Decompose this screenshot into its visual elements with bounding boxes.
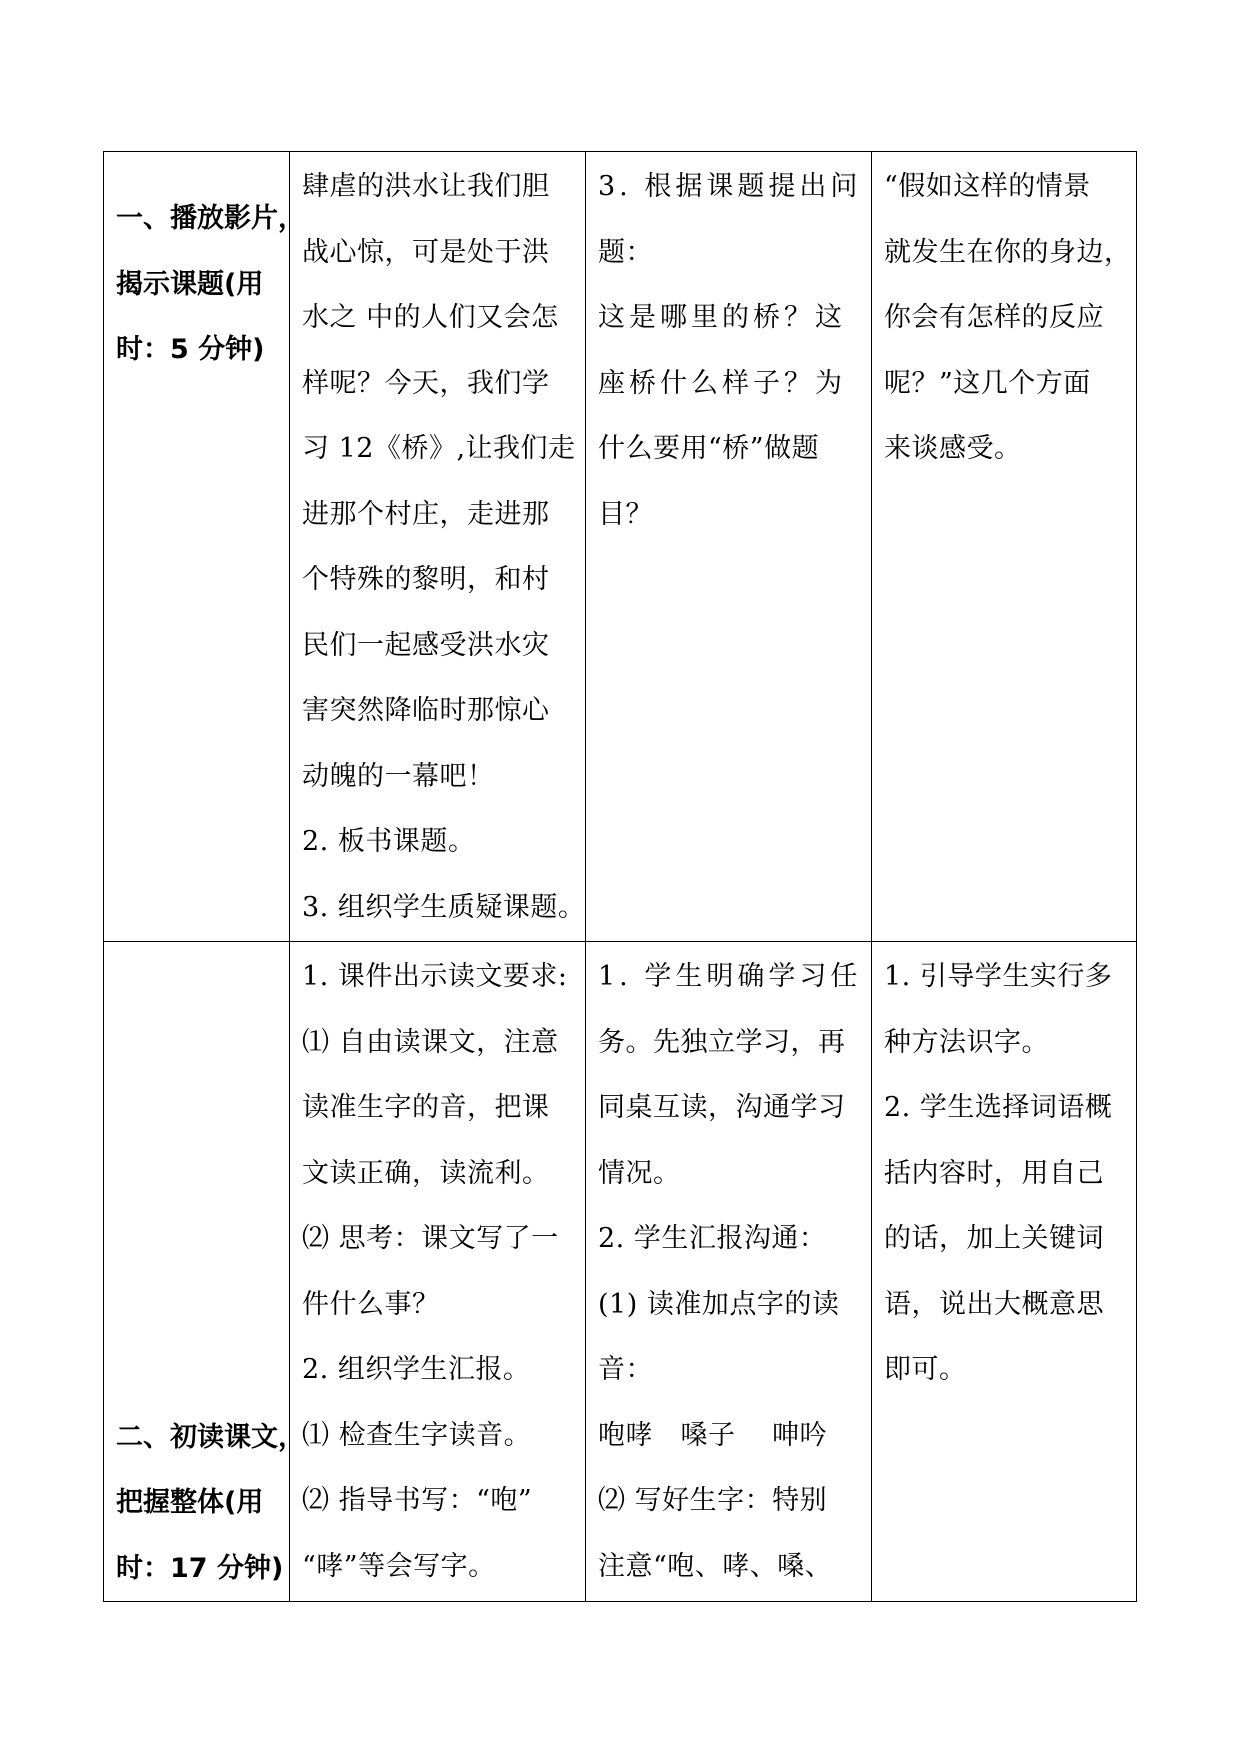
text-line: 1. 引导学生实行多 xyxy=(884,961,1113,992)
student-activity-cell xyxy=(586,152,872,942)
text-line: 注意“咆、哮、嗓、 xyxy=(598,1550,833,1582)
text-line: 咆哮 嗓子 呻吟 xyxy=(598,1419,828,1451)
text-line: 害突然降临时那惊心 xyxy=(302,695,550,726)
phase-title-line: 一、播放影片， xyxy=(116,203,305,234)
text-line: “哮”等会写字。 xyxy=(302,1550,496,1582)
text-line: 你会有怎样的反应 xyxy=(884,302,1104,333)
text-line: 文读正确，读流利。 xyxy=(302,1157,550,1189)
text-line: 2. 学生汇报沟通： xyxy=(598,1223,827,1254)
text-line: 同桌互读，沟通学习 xyxy=(598,1092,846,1123)
text-line: 题： xyxy=(598,236,653,268)
text-line: 就发生在你的身边， xyxy=(884,236,1132,268)
text-line: 座桥什么样子？为 xyxy=(598,367,846,399)
text-line: 2. 学生选择词语概 xyxy=(884,1092,1113,1123)
phase-title-line: 时：5 分钟) xyxy=(116,334,265,365)
text-line: 什么要用“桥”做题 xyxy=(598,433,820,464)
text-line: ⑵ 思考：课文写了一 xyxy=(302,1223,559,1254)
text-line: 来谈感受。 xyxy=(884,433,1022,464)
phase-title-line: 把握整体(用 xyxy=(116,1487,264,1518)
text-line: 个特殊的黎明，和村 xyxy=(302,564,550,595)
text-line: 读准生字的音，把课 xyxy=(302,1092,550,1123)
table-row xyxy=(104,152,1137,942)
text-line: 1. 学生明确学习任 xyxy=(598,961,862,992)
text-line: ⑵ 写好生字：特别 xyxy=(598,1485,828,1516)
text-line: 的话，加上关键词 xyxy=(884,1223,1104,1254)
text-line: 3. 组织学生质疑课题。 xyxy=(302,891,586,923)
text-line: 语，说出大概意思 xyxy=(884,1288,1104,1320)
text-line: 种方法识字。 xyxy=(884,1026,1049,1058)
lesson-plan-table xyxy=(103,151,1137,1602)
text-line: 1. 课件出示读文要求: xyxy=(302,961,568,992)
phase-cell xyxy=(104,152,305,942)
text-line: 务。先独立学习，再 xyxy=(598,1026,846,1058)
text-line: 2. 板书课题。 xyxy=(302,826,476,857)
text-line: (1) 读准加点字的读 xyxy=(598,1288,840,1320)
text-line: 样呢？今天，我们学 xyxy=(302,367,550,399)
text-line: 习 12《桥》,让我们走 xyxy=(302,433,576,464)
student-activity-cell xyxy=(586,942,872,1602)
phase-title-line: 揭示课题(用 xyxy=(116,268,264,300)
design-intent-cell xyxy=(872,152,1137,942)
text-line: ⑴ 自由读课文，注意 xyxy=(302,1026,559,1058)
teacher-activity-cell xyxy=(290,152,586,942)
text-line: 情况。 xyxy=(598,1157,681,1189)
text-line: ⑵ 指导书写：“咆” xyxy=(302,1485,533,1516)
text-line: 呢？”这几个方面 xyxy=(884,367,1091,399)
text-line: 动魄的一幕吧！ xyxy=(302,760,495,792)
phase-cell xyxy=(104,942,305,1602)
text-line: 2. 组织学生汇报。 xyxy=(302,1354,531,1385)
text-line: 件什么事？ xyxy=(302,1288,440,1320)
text-line: “假如这样的情景 xyxy=(884,171,1091,202)
text-line: 目？ xyxy=(598,498,653,530)
teacher-activity-cell xyxy=(290,942,586,1602)
text-line: 水之 中的人们又会怎 xyxy=(302,302,559,333)
table-row xyxy=(104,942,1137,1602)
text-line: 肆虐的洪水让我们胆 xyxy=(302,171,550,202)
text-line: 战心惊，可是处于洪 xyxy=(302,236,550,268)
phase-title-line: 时：17 分钟) xyxy=(116,1552,284,1584)
text-line: 进那个村庄，走进那 xyxy=(302,498,550,530)
phase-title-line: 二、初读课文， xyxy=(116,1421,305,1453)
design-intent-cell xyxy=(872,942,1137,1602)
text-line: 这是哪里的桥？这 xyxy=(598,302,846,333)
text-line: 3. 根据课题提出问 xyxy=(598,171,862,202)
text-line: 音： xyxy=(598,1354,653,1385)
text-line: 即可。 xyxy=(884,1354,967,1385)
text-line: 括内容时，用自己 xyxy=(884,1157,1104,1189)
text-line: 民们一起感受洪水灾 xyxy=(302,629,550,661)
text-line: ⑴ 检查生字读音。 xyxy=(302,1419,532,1451)
